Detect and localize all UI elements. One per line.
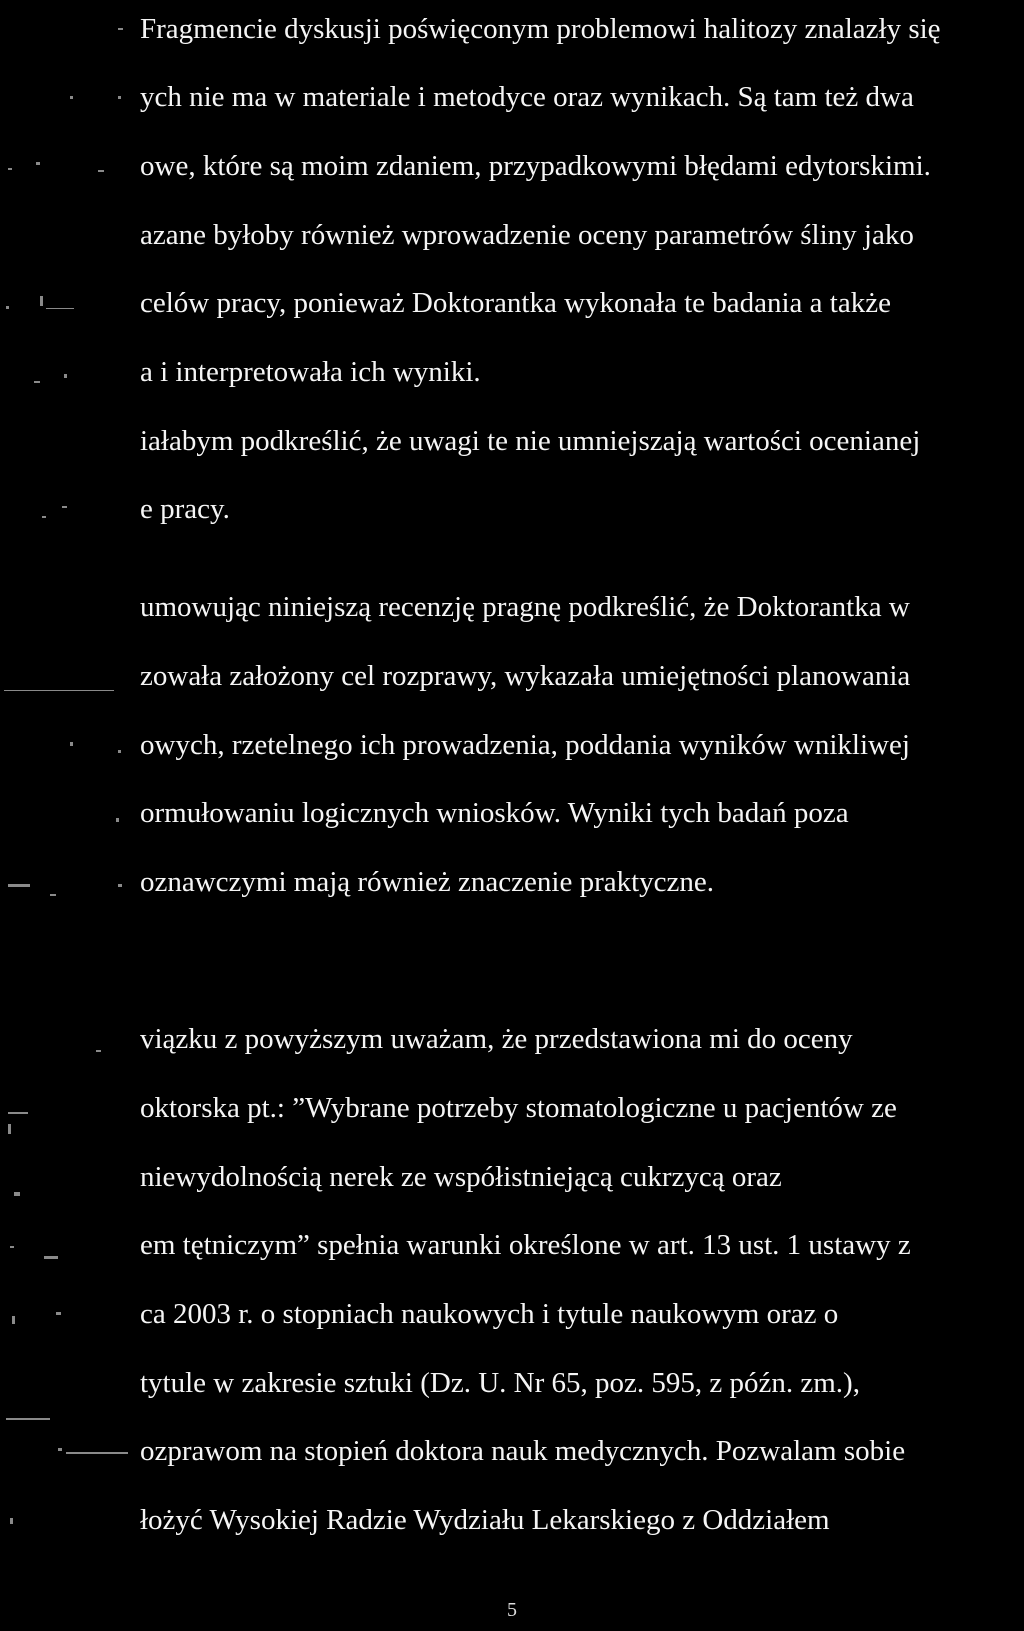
scan-speck	[42, 516, 46, 518]
text-line: Fragmencie dyskusji poświęconym problemowi halitozy znalazły się	[140, 13, 941, 45]
text-line: a i interpretowała ich wyniki.	[140, 356, 481, 388]
scan-speck	[36, 162, 40, 165]
text-line: niewydolnością nerek ze współistniejącą cukrzycą oraz	[140, 1161, 782, 1193]
scan-speck	[44, 1256, 58, 1259]
cropped-left-margin-artifacts	[0, 0, 130, 1631]
scan-speck	[70, 96, 73, 99]
scan-speck	[118, 750, 121, 753]
text-line: ozprawom na stopień doktora nauk medycznych. Pozwalam sobie	[140, 1435, 906, 1467]
scan-speck	[70, 742, 73, 746]
text-line: ych nie ma w materiale i metodyce oraz wynikach. Są tam też dwa	[140, 81, 914, 113]
scan-speck	[62, 506, 67, 508]
scan-speck	[96, 1050, 101, 1052]
text-line: oktorska pt.: ”Wybrane potrzeby stomatologiczne u pacjentów ze	[140, 1092, 897, 1124]
text-line: zowała założony cel rozprawy, wykazała umiejętności planowania	[140, 660, 911, 692]
scan-speck	[8, 168, 12, 170]
scan-speck	[4, 690, 114, 691]
text-line: owych, rzetelnego ich prowadzenia, poddania wyników wnikliwej	[140, 729, 910, 761]
scan-speck	[98, 170, 104, 172]
text-line: oznawczymi mają również znaczenie praktyczne.	[140, 866, 715, 898]
scan-speck	[118, 884, 122, 887]
scan-speck	[118, 96, 121, 99]
scan-speck	[64, 374, 67, 378]
scan-speck	[46, 308, 74, 309]
text-line: ormułowaniu logicznych wniosków. Wyniki tych badań poza	[140, 797, 849, 829]
scan-speck	[34, 381, 40, 383]
scan-speck	[14, 1192, 20, 1196]
scan-speck	[8, 884, 30, 887]
scan-speck	[58, 1448, 62, 1451]
scan-speck	[6, 306, 9, 309]
scan-speck	[8, 1112, 28, 1114]
scan-speck	[10, 1246, 14, 1248]
text-line: iałabym podkreślić, że uwagi te nie umniejszają wartości ocenianej	[140, 425, 921, 457]
text-line: ca 2003 r. o stopniach naukowych i tytule naukowym oraz o	[140, 1298, 839, 1330]
scan-speck	[50, 894, 56, 896]
text-line: tytule w zakresie sztuki (Dz. U. Nr 65, poz. 595, z późn. zm.),	[140, 1367, 860, 1399]
scan-speck	[40, 296, 43, 306]
page-number: 5	[507, 1599, 517, 1621]
text-line: azane byłoby również wprowadzenie oceny parametrów śliny jako	[140, 219, 914, 251]
scan-speck	[116, 818, 119, 822]
scan-speck	[10, 1518, 13, 1524]
scan-speck	[118, 28, 123, 30]
text-line: umowując niniejszą recenzję pragnę podkreślić, że Doktorantka w	[140, 591, 910, 623]
scan-speck	[6, 1418, 50, 1420]
text-line: em tętniczym” spełnia warunki określone w art. 13 ust. 1 ustawy z	[140, 1229, 911, 1261]
text-line: viązku z powyższym uważam, że przedstawiona mi do oceny	[140, 1023, 853, 1055]
text-line: owe, które są moim zdaniem, przypadkowymi błędami edytorskimi.	[140, 150, 931, 182]
text-line: celów pracy, ponieważ Doktorantka wykonała te badania a także	[140, 287, 891, 319]
scan-speck	[56, 1312, 61, 1315]
scan-speck	[8, 1124, 11, 1134]
text-line: łożyć Wysokiej Radzie Wydziału Lekarskiego z Oddziałem	[140, 1504, 830, 1536]
scan-speck	[12, 1316, 15, 1324]
text-line: e pracy.	[140, 493, 230, 525]
scan-speck	[66, 1452, 128, 1454]
